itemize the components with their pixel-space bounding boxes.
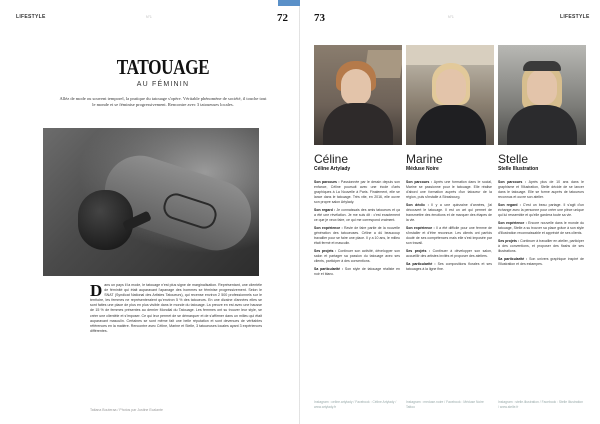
shop-sign [406, 45, 494, 65]
article-subtitle: AU FÉMININ [136, 81, 190, 88]
artist-shop-2: Méduse Noire [406, 166, 439, 172]
artist-text-3: Son parcours : Après plus de 10 ans dans le graphisme et l'illustration, Stelle décide de se lancer dans le tatouage. Elle se forme auprès de tatoueurs reconnus et ouvre son atelier. Son regard : C'est un beau partage. Il s'agit d'un échange avec la personne pour créer une pièce unique qui lui ressemble et qu'elle gardera toute sa vie. Son expérience : Encore nouvelle dans le monde du tatouage, Stelle a su trouver sa place grâce à son style d'illustration reconnaissable et apprécié de ses clients. Ses projets : Continuer à travailler en atelier, participer à des conventions, et proposer des flashs de ses illustrations. Sa particularité : Son univers graphique inspiré de l'illustration et des estampes. [498, 180, 585, 266]
artist-footer-3: Instagram : stelle.illustration / Facebook : Stelle Illustration / www.stelle.fr [498, 400, 584, 409]
portrait-marine [406, 45, 494, 145]
rubric-left: LIFESTYLE [16, 14, 46, 20]
drop-cap: D [90, 281, 103, 300]
artist-shop-1: Céline Artylady [314, 166, 351, 172]
portrait-stelle [498, 45, 586, 145]
photo-credit: Tatiana Bouteraa / Photos par Justine Ecalante [90, 408, 163, 412]
artist-footer-2: Instagram : meduse.noire / Facebook : Méduse Noire Tattoo [406, 400, 484, 409]
artist-text-2: Son parcours : Après une formation dans le social, Marine se passionne pour le tatouage. Elle réalise d'abord une formation auprès d'un tatoueur de la région, puis s'installe à Strasbourg. Son déclic : Il y a une quinzaine d'années, j'ai découvert le tatouage. Il est un art qui permet de transmettre des émotions et de marquer des étapes de la vie. Son expérience : Il a été difficile pour une femme de s'installer et d'être reconnue. Les clients ont parfois douté de ses compétences mais elle s'est imposée par son travail. Ses projets : Continuer à développer son salon, accueillir des artistes invités et proposer des ateliers. Sa particularité : Ses compositions florales et ses tatouages à la ligne fine. [406, 180, 493, 271]
hero-tattoo-photo [43, 128, 259, 276]
article-body-text: ans un pays il la mode, le tatouage n'est plus signe de marginalisation. Représentant, une clientèle de féminité qui était auparavant l'apanage des hommes se féminise progressivement. Selon le SNAT (Syndicat National des Artistes Tatoueurs), qui recense environ 2 500 professionnels sur le territoire, les femmes ne représenteraient qu'environ 5 % des tatoueurs. En une dizaine d'années elles se sont faites une place de plus en plus visible dans le monde du tatouage. La preuve en est avec une hausse de 15 % de femmes présentes au dernier Mondial du Tatouage. Les femmes ont su trouver leur style, se créer une clientèle et s'imposer. Ce qui leur permet de se démarquer et de s'affirmer dans un milieu qui était auparavant masculin. Certaines se sont même fait une belle réputation et sont devenues de véritables références en la matière. Rencontre avec Céline, Marine et Stelle, 3 tatoueuses locales ayant 3 expériences différentes. [90, 283, 262, 333]
artist-name-2: Marine [406, 152, 443, 166]
rubric-right: LIFESTYLE [560, 14, 590, 20]
right-page [300, 0, 600, 424]
issue-left: N°1 [146, 15, 152, 19]
artist-footer-1: Instagram : celine.artylady / Facebook : Céline Artylady / www.artylady.fr [314, 400, 397, 409]
issue-right: N°1 [448, 15, 454, 19]
article-body [90, 283, 262, 334]
portrait-celine [314, 45, 402, 145]
artist-name-1: Céline [314, 152, 349, 166]
page-number-left: 72 [277, 12, 288, 24]
cap-shape [523, 61, 561, 71]
page-number-right: 73 [314, 12, 325, 24]
artist-name-3: Stelle [498, 152, 529, 166]
artist-text-1: Son parcours : Passionnée par le dessin depuis son enfance, Céline poursuit avec une école d'arts graphiques à La Nouvelle à Paris. Finalement, elle se lance dans le tatouage. Très vite, en 2016, elle ouvre son propre salon Artylady. Son regard : Je connaissais des amis tatoueurs et ça a été une révélation. Je me suis dit : c'est exactement ce que je veux faire, ce qui me correspond vraiment. Son expérience : Ravie de faire partie de la nouvelle génération des tatoueuses. Céline a dû beaucoup travailler pour se faire une place. Il y a 10 ans, le milieu était fermé et masculin. Ses projets : Continuer son activité, développer son salon et partager sa passion du tatouage avec ses clients, participer à des conventions. Sa particularité : Son style de tatouage réaliste en noir et blanc. [314, 180, 400, 276]
article-title: TATOUAGE [116, 55, 210, 79]
artist-shop-3: Stelle Illustration [498, 166, 539, 172]
article-intro: Alléz de mode ou souvent temporel, la pratique du tatouage s'opère. Véritable phénomène de société, il touche tout le monde et se féminise progressivement. Rencontre avec 3 tatoueuses locales. [59, 96, 267, 108]
